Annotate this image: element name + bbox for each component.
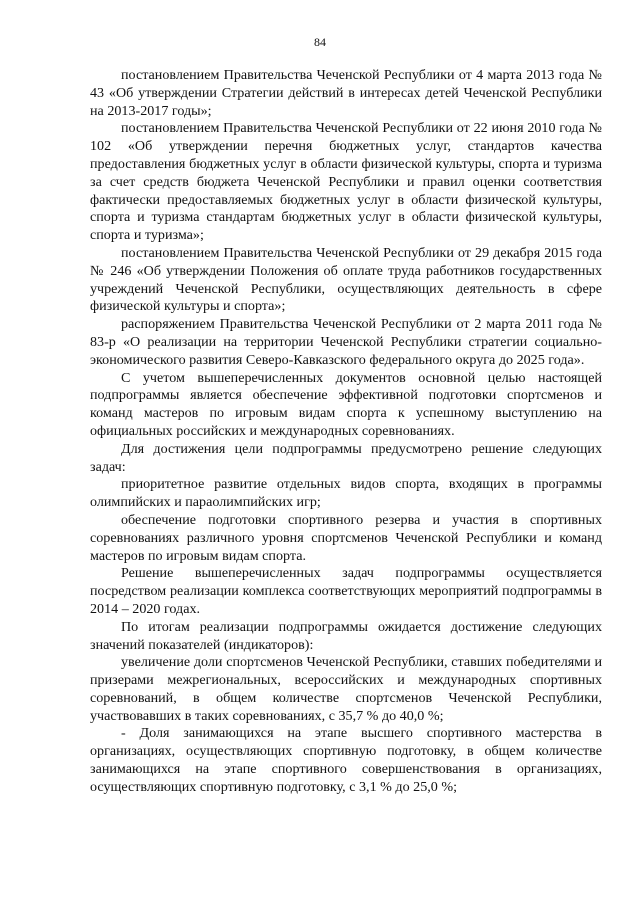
- paragraph-indicators-intro: По итогам реализации подпрограммы ожидается достижение следующих значений показателей (индикаторов):: [90, 618, 602, 653]
- paragraph-task-olympic-sports: приоритетное развитие отдельных видов спорта, входящих в программы олимпийских и параолимпийских игр;: [90, 476, 602, 511]
- paragraph-tasks-implementation: Решение вышеперечисленных задач подпрограммы осуществляется посредством реализации комплекса соответствующих мероприятий подпрограммы в 2014 – 2020 годах.: [90, 565, 602, 617]
- paragraph-decree-2013-43: постановлением Правительства Чеченской Республики от 4 марта 2013 года № 43 «Об утверждении Стратегии действий в интересах детей Чеченской Республики на 2013-2017 годы»;: [90, 67, 602, 119]
- paragraph-tasks-intro: Для достижения цели подпрограммы предусмотрено решение следующих задач:: [90, 440, 602, 475]
- paragraph-indicator-higher-mastery-share: - Доля занимающихся на этапе высшего спортивного мастерства в организациях, осуществляющих спортивную подготовку, в общем количестве занимающихся на этапе спортивного совершенствования в организациях, осуществляющих спортивную подготовку, с 3,1 % до 25,0 %;: [90, 725, 602, 795]
- paragraph-task-sports-reserve: обеспечение подготовки спортивного резерва и участия в спортивных соревнованиях различного уровня спортсменов Чеченской Республики и команд мастеров по игровым видам спорта.: [90, 511, 602, 564]
- paragraph-indicator-winners-share: увеличение доли спортсменов Чеченской Республики, ставших победителями и призерами межрегиональных, всероссийских и международных спортивных соревнований, в общем количестве спортсменов Чеченской Республики, участвовавших в таких соревнованиях, с 35,7 % до 40,0 %;: [90, 654, 602, 724]
- paragraph-decree-2010-102: постановлением Правительства Чеченской Республики от 22 июня 2010 года № 102 «Об утверждении перечня бюджетных услуг, стандартов качества предоставления бюджетных услуг в области физической культуры, спорта и туризма за счет средств бюджета Чеченской Республики и правил оценки соответствия фактически предоставляемых бюджетных услуг в области физической культуры, спорта и туризма стандартам бюджетных услуг в области физической культуры, спорта и туризма»;: [90, 120, 602, 244]
- paragraph-decree-2015-246: постановлением Правительства Чеченской Республики от 29 декабря 2015 года № 246 «Об утверждении Положения об оплате труда работников государственных учреждений Чеченской Республики, осуществляющих деятельность в сфере физической культуры и спорта»;: [90, 244, 602, 315]
- paragraph-order-2011-83r: распоряжением Правительства Чеченской Республики от 2 марта 2011 года № 83-р «О реализации на территории Чеченской Республики стратегии социально-экономического развития Северо-Кавказского федерального округа до 2025 года».: [90, 316, 602, 368]
- paragraph-main-goal: С учетом вышеперечисленных документов основной целью настоящей подпрограммы является обеспечение эффективной подготовки спортсменов и команд мастеров по игровым видам спорта к успешному выступлению на официальных российских и международных соревнованиях.: [90, 369, 602, 439]
- document-body: [90, 67, 602, 797]
- page-number: 84: [314, 35, 326, 49]
